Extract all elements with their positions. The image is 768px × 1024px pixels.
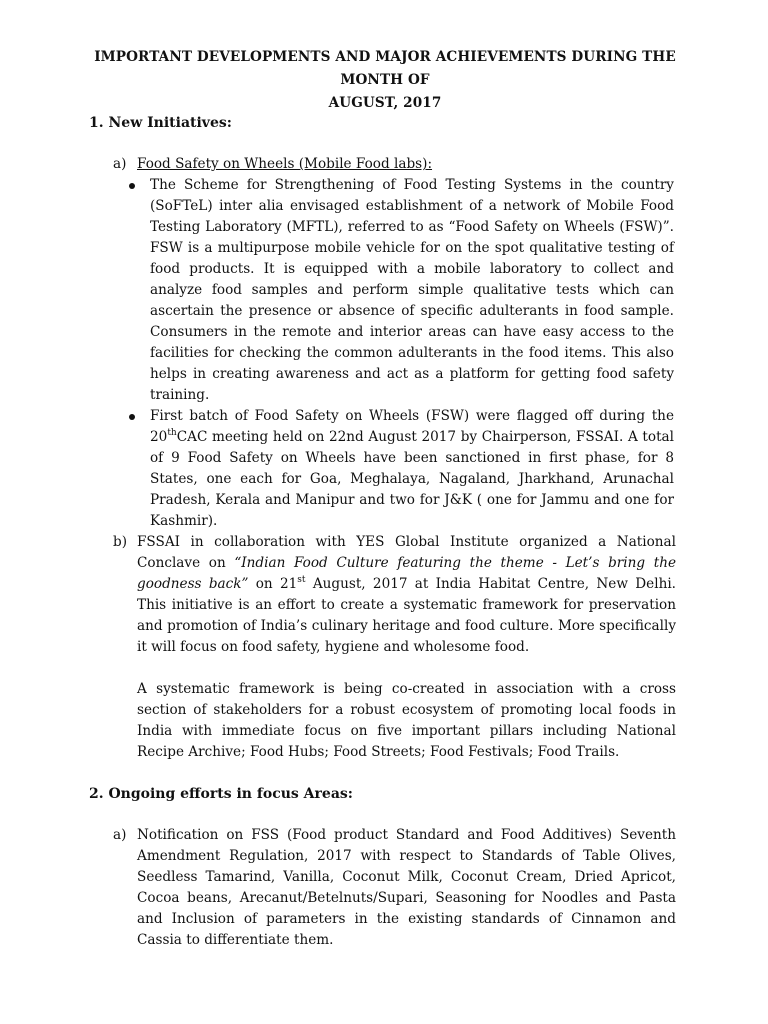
paragraph-national-conclave [137, 532, 676, 658]
bullet-dot [129, 414, 135, 420]
text-run: August, 2017 at India Habitat Centre, New Delhi. This initiative is an effort to create a systematic framework for preservation and promotion of India’s culinary heritage and food culture. More specifically it will focus on food safety, hygiene and wholesome food. [137, 576, 677, 655]
section-heading-new-initiatives: 1. New Initiatives: [89, 115, 232, 131]
superscript: th [167, 428, 177, 438]
bullet-paragraph-softel: The Scheme for Strengthening of Food Testing Systems in the country (SoFTeL) inter alia envisaged establishment of a network of Mobile Food Testing Laboratory (MFTL), referred to as “Food Safety on Wheels (FSW)”. FSW is a multipurpose mobile vehicle for on the spot qualitative testing of food products. It is equipped with a mobile laboratory to collect and analyze food samples and perform simple qualitative tests which can ascertain the presence or absence of specific adulterants in food sample. Consumers in the remote and interior areas can have easy access to the facilities for checking the common adulterants in the food items. This also helps in creating awareness and act as a platform for getting food safety training. [150, 177, 674, 403]
conclave-theme: “Indian Food Culture featuring the theme - Let’s bring the goodness back” [137, 555, 676, 592]
superscript: st [297, 575, 306, 585]
subheading-food-safety-on-wheels: Food Safety on Wheels (Mobile Food labs): [137, 156, 433, 172]
paragraph-fss-notification: Notification on FSS (Food product Standard and Food Additives) Seventh Amendment Regulation, 2017 with respect to Standards of Table Olives, Seedless Tamarind, Vanilla, Coconut Milk, Coconut Cream, Dried Apricot, Cocoa beans, Arecanut/Betelnuts/Supari, Seasoning for Noodles and Pasta and Inclusion of parameters in the existing standards of Cinnamon and Cassia to differentiate them. [137, 827, 676, 948]
title-line-1: IMPORTANT DEVELOPMENTS AND MAJOR ACHIEVEMENTS DURING THE MONTH OF [94, 49, 676, 88]
item-marker-1a: a) [113, 156, 127, 172]
text-run: CAC meeting held on 22nd August 2017 by Chairperson, FSSAI. A total of 9 Food Safety on Wheels have been sanctioned in first phase, for 8 States, one each for Goa, Meghalaya, Nagaland, Jharkhand, Arunachal Pradesh, Kerala and Manipur and two for J&K ( one for Jammu and one for Kashmir). [150, 429, 674, 529]
item-marker-1b: b) [113, 534, 128, 550]
page-title [80, 46, 690, 115]
title-line-2: AUGUST, 2017 [328, 95, 442, 111]
section-heading-ongoing-efforts: 2. Ongoing efforts in focus Areas: [89, 786, 353, 802]
text-run: First batch of Food Safety on Wheels (FSW) were flagged off during the 20 [150, 408, 674, 445]
bullet-paragraph-first-batch [150, 406, 674, 532]
text-run: on 21 [248, 576, 298, 592]
item-marker-2a: a) [113, 827, 127, 843]
bullet-dot [129, 183, 135, 189]
paragraph-systematic-framework: A systematic framework is being co-created in association with a cross section of stakeholders for a robust ecosystem of promoting local foods in India with immediate focus on five important pillars including National Recipe Archive; Food Hubs; Food Streets; Food Festivals; Food Trails. [137, 681, 676, 760]
text-run: FSSAI in collaboration with YES Global Institute organized a National Conclave on [137, 534, 676, 571]
